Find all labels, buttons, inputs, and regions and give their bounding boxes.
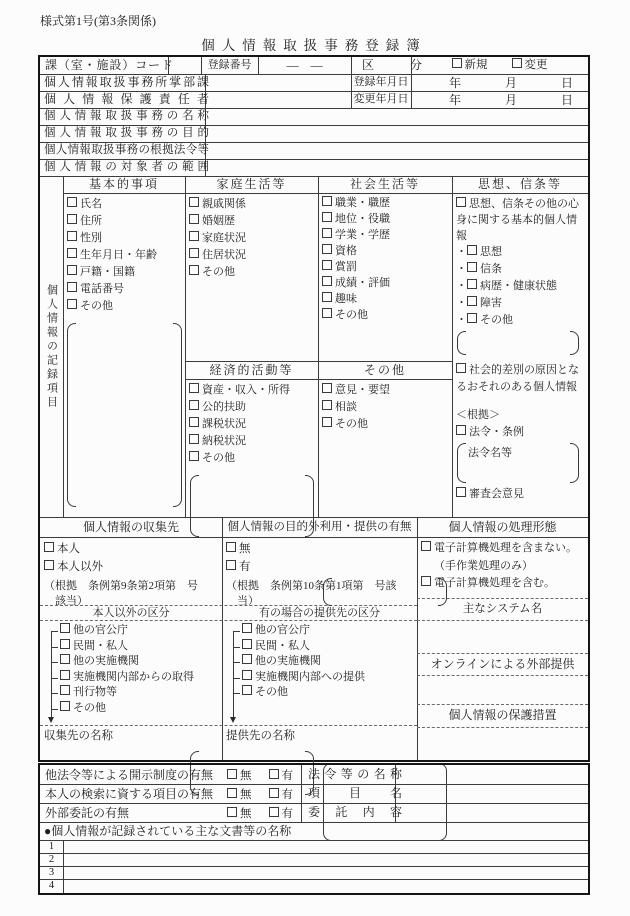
checklist-item-label: 親戚関係 bbox=[202, 198, 246, 210]
divider-line bbox=[40, 537, 588, 538]
checklist-item-label: 意見・要望 bbox=[335, 384, 390, 396]
checkbox[interactable] bbox=[189, 248, 199, 258]
search-items-yes-no bbox=[227, 786, 306, 802]
checklist-item bbox=[456, 295, 585, 312]
option-label: 本人 bbox=[57, 543, 80, 555]
subject-scope-label: 個人情報の対象者の範囲 bbox=[44, 161, 209, 173]
checklist-item-label: その他 bbox=[80, 300, 113, 312]
checkbox[interactable] bbox=[269, 769, 279, 779]
tree-item bbox=[46, 654, 220, 670]
checklist-item bbox=[189, 213, 314, 230]
option-item bbox=[44, 558, 220, 576]
checklist-item bbox=[322, 382, 448, 399]
checkbox[interactable] bbox=[322, 292, 332, 302]
record-items-side-label: 個人情報の記録項目 bbox=[45, 283, 58, 410]
checklist-item bbox=[322, 291, 448, 307]
category-option-change: 変更 bbox=[512, 57, 548, 74]
checkbox[interactable] bbox=[467, 245, 477, 255]
collection-basis-note: （根拠 条例第9条第2項第 号 bbox=[44, 580, 198, 592]
checkbox[interactable] bbox=[67, 299, 77, 309]
checklist-item bbox=[67, 281, 181, 298]
tree-item bbox=[46, 685, 220, 701]
checklist-item-label: 戸籍・国籍 bbox=[80, 266, 135, 278]
checkbox[interactable] bbox=[189, 451, 199, 461]
checklist-item-label: 住所 bbox=[80, 215, 102, 227]
checklist-item-label: その他 bbox=[202, 266, 235, 278]
checklist-item bbox=[322, 227, 448, 243]
checklist-item-label: 住居状況 bbox=[202, 249, 246, 261]
tree-item bbox=[228, 654, 415, 670]
dashed-divider bbox=[40, 725, 417, 726]
checklist-item-label: 公的扶助 bbox=[202, 401, 246, 413]
dashed-divider bbox=[417, 653, 588, 654]
tree-item-label: 他の実施機関 bbox=[73, 655, 139, 667]
law-name-paren[interactable] bbox=[457, 443, 579, 483]
item-name-header: 項目名 bbox=[308, 786, 402, 800]
checkbox[interactable] bbox=[227, 807, 237, 817]
none-option: 無 bbox=[227, 767, 252, 783]
checklist-item-label: その他 bbox=[202, 452, 235, 464]
registration-number-label: 登録番号 bbox=[207, 59, 252, 71]
checkbox[interactable] bbox=[67, 231, 77, 241]
dashed-divider bbox=[417, 675, 588, 676]
thought-sub-checklist bbox=[456, 244, 585, 329]
paren-left bbox=[457, 331, 466, 355]
doc-row-number: 4 bbox=[48, 880, 55, 891]
checklist-item bbox=[322, 307, 448, 323]
discrimination-item: 社会的差別の原因となるおそれのある個人情報 bbox=[456, 364, 579, 393]
checkbox[interactable] bbox=[60, 623, 70, 633]
checklist-item-label: その他 bbox=[335, 418, 368, 430]
provision-name-input-cell[interactable] bbox=[226, 745, 413, 759]
checklist-item-label: 相談 bbox=[335, 401, 357, 413]
checklist-item-label: 資産・収入・所得 bbox=[202, 384, 290, 396]
checkbox[interactable] bbox=[322, 244, 332, 254]
option-item bbox=[226, 558, 414, 576]
checklist-item bbox=[189, 247, 314, 264]
checklist-item-label: 思想 bbox=[480, 246, 502, 258]
checklist-item bbox=[67, 230, 181, 247]
registration-date-input-cell[interactable] bbox=[411, 74, 588, 91]
day-unit: 日 bbox=[560, 93, 573, 107]
checklist-item-label: 職業・職歴 bbox=[335, 197, 390, 209]
checkbox[interactable] bbox=[60, 685, 70, 695]
checklist-item bbox=[456, 312, 585, 329]
checkbox[interactable] bbox=[60, 639, 70, 649]
other-items-checklist bbox=[322, 382, 448, 433]
paren-left bbox=[457, 443, 466, 483]
item-name-input-cell[interactable] bbox=[395, 784, 588, 803]
checklist-item bbox=[189, 433, 314, 450]
divider-line bbox=[318, 176, 319, 517]
doc-row-number: 2 bbox=[48, 854, 55, 865]
checkbox[interactable] bbox=[322, 196, 332, 206]
none-option: 無 bbox=[227, 786, 252, 802]
outsourcing-row bbox=[40, 803, 306, 822]
checkbox[interactable] bbox=[467, 279, 477, 289]
checkbox[interactable] bbox=[226, 560, 236, 570]
task-purpose-label: 個人情報取扱事務の目的 bbox=[44, 127, 209, 139]
tree-item bbox=[46, 623, 220, 639]
checklist-item-label: その他 bbox=[480, 314, 513, 326]
form-style-note: 様式第1号(第3条関係) bbox=[40, 14, 156, 28]
checklist-item-label: 電話番号 bbox=[80, 283, 124, 295]
provision-tree-items bbox=[228, 623, 415, 701]
checklist-item-label: 成績・評価 bbox=[335, 277, 390, 289]
tree-arrow-icon bbox=[48, 717, 54, 723]
council-opinion-item: 審査会意見 bbox=[456, 486, 585, 503]
checkbox[interactable] bbox=[242, 685, 252, 695]
checkbox[interactable] bbox=[67, 214, 77, 224]
outsourcing-content-input-cell[interactable] bbox=[395, 803, 588, 822]
checklist-item bbox=[322, 416, 448, 433]
paren-right bbox=[570, 331, 579, 355]
year-unit: 年 bbox=[449, 76, 462, 90]
checklist-item-label: 家庭状況 bbox=[202, 232, 246, 244]
family-items-checklist bbox=[189, 196, 314, 281]
external-basis-note2: 当） bbox=[226, 595, 259, 607]
checklist-item-label: 資格 bbox=[335, 245, 357, 257]
checkbox[interactable] bbox=[456, 363, 466, 373]
checklist-item bbox=[322, 243, 448, 259]
provision-tree bbox=[228, 623, 415, 701]
checkbox[interactable] bbox=[456, 425, 466, 435]
checklist-item bbox=[189, 264, 314, 281]
checkbox[interactable] bbox=[322, 383, 332, 393]
checkbox[interactable] bbox=[242, 654, 252, 664]
option-item bbox=[44, 540, 220, 558]
checkbox[interactable] bbox=[44, 542, 54, 552]
divider-line bbox=[63, 193, 588, 194]
month-unit: 月 bbox=[504, 76, 517, 90]
economic-items-header: 経済的活動等 bbox=[209, 363, 294, 377]
checkbox[interactable] bbox=[67, 248, 77, 258]
checkbox[interactable] bbox=[227, 788, 237, 798]
collection-source-name-label: 収集先の名称 bbox=[44, 730, 113, 742]
category-label: 区分 bbox=[362, 58, 422, 72]
family-items-header: 家庭生活等 bbox=[216, 177, 287, 191]
tree-item bbox=[228, 685, 415, 701]
change-date-input-cell[interactable] bbox=[411, 91, 588, 108]
checklist-item-label: 障害 bbox=[480, 297, 502, 309]
outsourcing-yes-no bbox=[227, 805, 306, 821]
thought-column bbox=[456, 196, 585, 503]
checklist-item-label: 趣味 bbox=[335, 293, 357, 305]
tree-item-label: 実施機関内部への提供 bbox=[255, 670, 365, 683]
checkbox[interactable] bbox=[227, 769, 237, 779]
collection-source-column bbox=[44, 540, 220, 609]
collection-source-header: 個人情報の収集先 bbox=[82, 520, 179, 534]
checklist-item bbox=[189, 196, 314, 213]
protection-measures-subheader: 個人情報の保護措置 bbox=[448, 708, 557, 722]
tree-item-label: 民間・私人 bbox=[73, 639, 128, 652]
law-name-header: 法令等の名称 bbox=[308, 767, 402, 781]
checkbox[interactable] bbox=[189, 400, 199, 410]
collection-source-name-input-cell[interactable] bbox=[44, 745, 218, 759]
tree-item-label: その他 bbox=[255, 686, 288, 698]
checklist-item bbox=[322, 275, 448, 291]
checkbox[interactable] bbox=[456, 487, 466, 497]
checkbox[interactable] bbox=[189, 417, 199, 427]
checkbox[interactable] bbox=[189, 214, 199, 224]
checklist-item-label: 賞罰 bbox=[335, 261, 357, 273]
option-item bbox=[226, 540, 414, 558]
basis-label: ＜根拠＞ bbox=[456, 409, 500, 421]
processing-type-header: 個人情報の処理形態 bbox=[448, 520, 557, 534]
checkbox[interactable] bbox=[322, 400, 332, 410]
year-unit: 年 bbox=[449, 93, 462, 107]
checklist-item bbox=[189, 399, 314, 416]
new-checkbox[interactable] bbox=[452, 58, 462, 68]
collection-tree-items bbox=[46, 623, 220, 716]
dept-code-label: 課（室・施設）コード bbox=[45, 58, 173, 72]
checklist-item bbox=[322, 195, 448, 211]
search-items-row bbox=[40, 784, 306, 803]
option-label: 本人以外 bbox=[57, 561, 103, 573]
checklist-item-label: 性別 bbox=[80, 232, 102, 244]
checkbox[interactable] bbox=[456, 197, 466, 207]
collection-options bbox=[44, 540, 220, 576]
dashed-divider bbox=[417, 727, 588, 728]
checkbox[interactable] bbox=[322, 228, 332, 238]
registration-date-label: 登録年月日 bbox=[353, 76, 409, 88]
divider-line bbox=[222, 517, 223, 760]
checklist-item bbox=[456, 244, 585, 261]
month-unit: 月 bbox=[504, 93, 517, 107]
tree-item-label: 実施機関内部からの取得 bbox=[73, 670, 194, 683]
registration-number-value[interactable]: ― ― bbox=[286, 58, 323, 72]
disclosure-system-row bbox=[40, 765, 306, 784]
basic-items-header: 基本的事項 bbox=[88, 177, 159, 191]
search-items-label: 本人の検索に資する項目の有無 bbox=[45, 787, 214, 801]
external-basis-note: （根拠 条例第10条第1項第 号該 bbox=[226, 580, 397, 592]
tree-item-label: その他 bbox=[73, 701, 106, 714]
outsourcing-content-header: 委託内容 bbox=[308, 805, 402, 819]
checklist-item-label: 生年月日・年齢 bbox=[80, 249, 157, 261]
doc-name-input-cell[interactable] bbox=[63, 853, 588, 866]
checklist-item bbox=[456, 278, 585, 295]
social-items-checklist bbox=[322, 195, 448, 323]
checklist-item-label: 地位・役職 bbox=[335, 213, 390, 225]
checkbox[interactable] bbox=[226, 542, 236, 552]
paren-right bbox=[173, 323, 182, 507]
tree-item-label: 他の官公庁 bbox=[255, 624, 310, 636]
checkbox[interactable] bbox=[269, 807, 279, 817]
law-name-label: 法令名等 bbox=[468, 447, 512, 459]
tree-item-label: 他の官公庁 bbox=[73, 624, 128, 636]
online-provision-input-cell[interactable] bbox=[417, 678, 588, 702]
none-option: 無 bbox=[227, 805, 252, 821]
checklist-item bbox=[322, 399, 448, 416]
change-checkbox[interactable] bbox=[512, 58, 522, 68]
outsourcing-label: 外部委託の有無 bbox=[45, 806, 130, 820]
documents-section-title: ●個人情報が記録されている主な文書等の名称 bbox=[44, 824, 292, 838]
checkbox[interactable] bbox=[467, 262, 477, 272]
doc-row-number: 3 bbox=[48, 867, 55, 878]
checkbox[interactable] bbox=[242, 623, 252, 633]
collection-source-tree bbox=[46, 623, 220, 716]
legal-basis-label: 個人情報取扱事務の根拠法令等 bbox=[44, 144, 209, 156]
tree-item bbox=[228, 623, 415, 639]
checklist-item bbox=[67, 196, 181, 213]
checkbox[interactable] bbox=[189, 383, 199, 393]
thought-other-paren[interactable] bbox=[457, 331, 579, 355]
checklist-item bbox=[322, 259, 448, 275]
non-self-category-subheader: 本人以外の区分 bbox=[92, 607, 170, 619]
main-table bbox=[38, 55, 590, 762]
checklist-item-label: 学業・学歴 bbox=[335, 229, 390, 241]
protection-measures-input-cell[interactable] bbox=[417, 730, 588, 758]
checklist-item bbox=[189, 230, 314, 247]
collection-basis-note2: 該当） bbox=[44, 595, 88, 607]
divider-line bbox=[63, 176, 64, 517]
thought-intro-item: 思想、信条その他の心身に関する基本的個人情報 bbox=[456, 198, 579, 242]
option-label: 無 bbox=[239, 543, 251, 555]
checkbox[interactable] bbox=[60, 654, 70, 664]
category-option-new: 新規 bbox=[452, 57, 488, 74]
tree-item bbox=[46, 670, 220, 686]
provision-name-label: 提供先の名称 bbox=[226, 730, 295, 742]
checkbox[interactable] bbox=[189, 197, 199, 207]
social-items-header: 社会生活等 bbox=[349, 177, 420, 191]
economic-items-checklist bbox=[189, 382, 314, 467]
page-title: 個人情報取扱事務登録簿 bbox=[201, 38, 427, 53]
checkbox[interactable] bbox=[189, 265, 199, 275]
managing-division-label: 個人情報取扱事務所掌部課 bbox=[44, 75, 209, 89]
processing-option-2: 電子計算機処理を含む。 bbox=[421, 575, 586, 593]
dashed-divider bbox=[417, 620, 588, 621]
online-provision-subheader: オンラインによる外部提供 bbox=[430, 657, 575, 671]
disclosure-system-label: 他法令等による開示制度の有無 bbox=[45, 768, 214, 782]
checkbox[interactable] bbox=[60, 701, 70, 711]
checklist-item bbox=[322, 211, 448, 227]
checkbox[interactable] bbox=[189, 434, 199, 444]
checkbox[interactable] bbox=[67, 265, 77, 275]
checklist-item-label: 課税状況 bbox=[202, 418, 246, 430]
checkbox[interactable] bbox=[44, 560, 54, 570]
tree-item-label: 民間・私人 bbox=[255, 639, 310, 652]
checkbox[interactable] bbox=[242, 670, 252, 680]
change-date-label: 変更年月日 bbox=[353, 93, 409, 105]
checklist-item-label: その他 bbox=[335, 309, 368, 321]
yes-option: 有 bbox=[269, 805, 294, 821]
yes-option: 有 bbox=[269, 786, 294, 802]
other-items-header: その他 bbox=[363, 363, 406, 377]
law-ordinance-item: 法令・条例 bbox=[456, 424, 585, 441]
checkbox[interactable] bbox=[421, 541, 431, 551]
doc-row-number: 1 bbox=[48, 841, 55, 852]
task-name-label: 個人情報取扱事務の名称 bbox=[44, 110, 209, 122]
checklist-item bbox=[189, 416, 314, 433]
checklist-item bbox=[67, 264, 181, 281]
checklist-item bbox=[456, 261, 585, 278]
checklist-item-label: 婚姻歴 bbox=[202, 215, 235, 227]
processing-type-column bbox=[421, 540, 586, 593]
dashed-divider bbox=[417, 704, 588, 705]
provision-category-subheader: 有の場合の提供先の区分 bbox=[259, 607, 380, 619]
dashed-divider bbox=[40, 620, 417, 621]
tree-item bbox=[228, 670, 415, 686]
processing-option-1: 電子計算機処理を含まない。 bbox=[421, 540, 586, 558]
checkbox[interactable] bbox=[322, 260, 332, 270]
checkbox[interactable] bbox=[421, 576, 431, 586]
tree-item-label: 他の実施機関 bbox=[255, 655, 321, 667]
checklist-item bbox=[67, 298, 181, 315]
checkbox[interactable] bbox=[322, 417, 332, 427]
checklist-item bbox=[189, 382, 314, 399]
day-unit: 日 bbox=[560, 76, 573, 90]
checkbox[interactable] bbox=[322, 276, 332, 286]
checkbox[interactable] bbox=[67, 282, 77, 292]
doc-name-input-cell[interactable] bbox=[63, 879, 588, 893]
doc-name-input-cell[interactable] bbox=[63, 840, 588, 853]
law-name-input-cell[interactable] bbox=[395, 765, 588, 784]
thought-items-header: 思想、信条等 bbox=[477, 177, 562, 191]
option-label: 有 bbox=[239, 561, 251, 573]
external-use-options bbox=[226, 540, 414, 576]
external-use-header: 個人情報の目的外利用・提供の有無 bbox=[227, 521, 412, 533]
doc-name-input-cell[interactable] bbox=[63, 866, 588, 879]
checkbox[interactable] bbox=[60, 670, 70, 680]
system-name-input-cell[interactable] bbox=[417, 623, 588, 651]
checkbox[interactable] bbox=[242, 639, 252, 649]
checkbox[interactable] bbox=[67, 197, 77, 207]
tree-arrow-icon bbox=[230, 717, 236, 723]
tree-item bbox=[228, 639, 415, 655]
checklist-item bbox=[189, 450, 314, 467]
bottom-table bbox=[38, 763, 590, 895]
checklist-item-label: 病歴・健康状態 bbox=[480, 280, 557, 292]
checkbox[interactable] bbox=[467, 296, 477, 306]
checkbox[interactable] bbox=[189, 231, 199, 241]
processing-option-1-note: （手作業処理のみ） bbox=[434, 559, 533, 572]
checkbox[interactable] bbox=[322, 212, 332, 222]
disclosure-yes-no bbox=[227, 767, 306, 783]
external-use-column bbox=[226, 540, 414, 609]
divider-line bbox=[452, 176, 453, 517]
checklist-item bbox=[67, 247, 181, 264]
checklist-item-label: 氏名 bbox=[80, 198, 102, 210]
basic-other-paren[interactable] bbox=[67, 323, 182, 507]
checklist-item-label: 納税状況 bbox=[202, 435, 246, 447]
system-name-subheader: 主なシステム名 bbox=[462, 603, 543, 615]
basic-items-checklist bbox=[67, 196, 181, 315]
tree-item bbox=[46, 701, 220, 717]
paren-right bbox=[570, 443, 579, 483]
paren-left bbox=[67, 323, 76, 507]
checkbox[interactable] bbox=[322, 308, 332, 318]
divider-line bbox=[185, 176, 186, 517]
checkbox[interactable] bbox=[467, 313, 477, 323]
checkbox[interactable] bbox=[269, 788, 279, 798]
tree-item bbox=[46, 639, 220, 655]
yes-option: 有 bbox=[269, 767, 294, 783]
checklist-item-label: 信条 bbox=[480, 263, 502, 275]
tree-item-label: 刊行物等 bbox=[73, 686, 117, 698]
privacy-officer-label: 個人情報保護責任者 bbox=[44, 92, 209, 106]
checklist-item bbox=[67, 213, 181, 230]
